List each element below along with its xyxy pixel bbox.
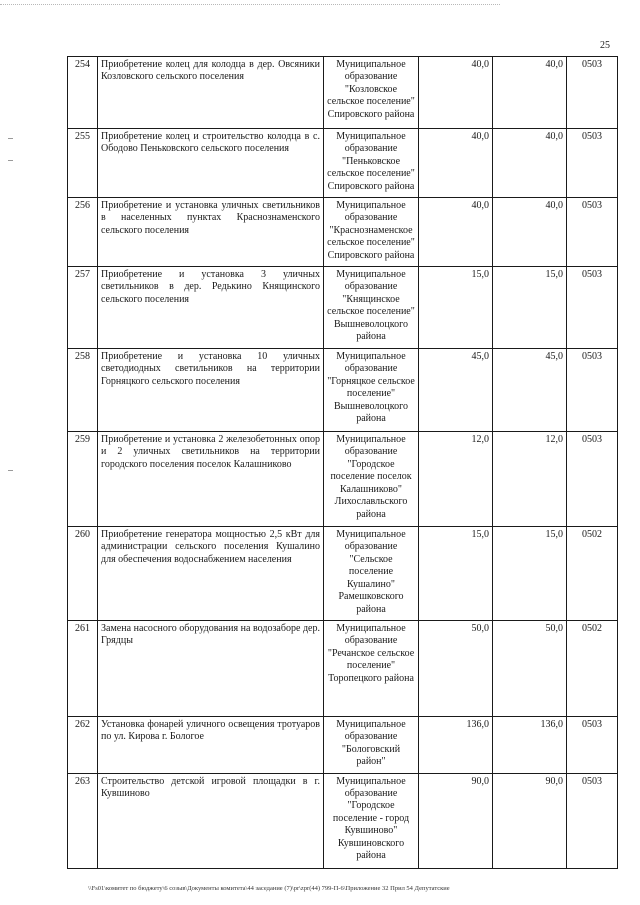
row-amount-2: 40,0 (493, 198, 567, 267)
row-description: Приобретение и установка 10 уличных светодиодных светильников на территории Горняцкого сельского поселения (98, 349, 324, 432)
row-amount-2: 136,0 (493, 716, 567, 773)
row-amount-1: 45,0 (419, 349, 493, 432)
row-description: Приобретение и установка 3 уличных светильников в дер. Редькино Княщинского сельского поселения (98, 267, 324, 349)
row-number: 257 (68, 267, 98, 349)
table-row (68, 267, 618, 349)
row-description: Строительство детской игровой площадки в г. Кувшиново (98, 773, 324, 868)
scan-top-edge (0, 4, 500, 5)
row-amount-1: 15,0 (419, 267, 493, 349)
margin-mark (8, 138, 13, 139)
row-organization: Муниципальное образование "Козловское сельское поселение" Спировского района (324, 57, 419, 129)
table-row (68, 527, 618, 621)
row-code: 0503 (567, 349, 618, 432)
row-amount-1: 136,0 (419, 716, 493, 773)
file-path-footer: \\Fs01\комитет по бюджету\6 созыв\Документы комитета\44 заседание (7)\pr\zpr(44) 799-П-6\Приложение 32 Прил 54 Депутатские (88, 885, 450, 892)
row-code: 0503 (567, 198, 618, 267)
table-row (68, 349, 618, 432)
row-amount-2: 15,0 (493, 267, 567, 349)
budget-table (67, 56, 618, 869)
row-organization: Муниципальное образование "Городское поселение поселок Калашниково" Лихославльского района (324, 432, 419, 527)
table-row (68, 129, 618, 198)
table-row (68, 432, 618, 527)
row-amount-2: 50,0 (493, 620, 567, 716)
row-amount-1: 50,0 (419, 620, 493, 716)
table-row (68, 198, 618, 267)
row-number: 258 (68, 349, 98, 432)
margin-mark (8, 470, 13, 471)
row-code: 0503 (567, 773, 618, 868)
page-number: 25 (600, 40, 610, 51)
row-code: 0503 (567, 432, 618, 527)
row-number: 260 (68, 527, 98, 621)
row-amount-1: 40,0 (419, 198, 493, 267)
row-amount-2: 45,0 (493, 349, 567, 432)
row-code: 0503 (567, 267, 618, 349)
row-organization: Муниципальное образование "Пеньковское сельское поселение" Спировского района (324, 129, 419, 198)
row-code: 0502 (567, 527, 618, 621)
row-description: Замена насосного оборудования на водозаборе дер. Грядцы (98, 620, 324, 716)
margin-mark (8, 160, 13, 161)
row-amount-1: 12,0 (419, 432, 493, 527)
row-number: 254 (68, 57, 98, 129)
row-number: 255 (68, 129, 98, 198)
row-code: 0503 (567, 57, 618, 129)
row-organization: Муниципальное образование "Бологовский район" (324, 716, 419, 773)
row-amount-2: 12,0 (493, 432, 567, 527)
row-amount-1: 90,0 (419, 773, 493, 868)
row-amount-2: 90,0 (493, 773, 567, 868)
row-description: Установка фонарей уличного освещения тротуаров по ул. Кирова г. Бологое (98, 716, 324, 773)
row-number: 261 (68, 620, 98, 716)
table-row (68, 773, 618, 868)
table-row (68, 620, 618, 716)
row-amount-1: 40,0 (419, 129, 493, 198)
row-amount-2: 15,0 (493, 527, 567, 621)
row-organization: Муниципальное образование "Речанское сельское поселение" Торопецкого района (324, 620, 419, 716)
row-organization: Муниципальное образование "Краснознаменское сельское поселение" Спировского района (324, 198, 419, 267)
row-amount-2: 40,0 (493, 129, 567, 198)
row-description: Приобретение колец и строительство колодца в с. Ободово Пеньковского сельского поселения (98, 129, 324, 198)
row-organization: Муниципальное образование "Городское поселение - город Кувшиново" Кувшиновского района (324, 773, 419, 868)
row-number: 259 (68, 432, 98, 527)
row-description: Приобретение генератора мощностью 2,5 кВт для администрации сельского поселения Кушалино для обеспечения водоснабжением населения (98, 527, 324, 621)
row-organization: Муниципальное образование "Княщинское сельское поселение" Вышневолоцкого района (324, 267, 419, 349)
row-number: 262 (68, 716, 98, 773)
table-row (68, 57, 618, 129)
row-organization: Муниципальное образование "Горняцкое сельское поселение" Вышневолоцкого района (324, 349, 419, 432)
row-amount-1: 40,0 (419, 57, 493, 129)
table-row (68, 716, 618, 773)
row-description: Приобретение колец для колодца в дер. Овсяники Козловского сельского поселения (98, 57, 324, 129)
row-amount-1: 15,0 (419, 527, 493, 621)
row-description: Приобретение и установка 2 железобетонных опор и 2 уличных светильников на территории городского поселения поселок Калашниково (98, 432, 324, 527)
row-number: 263 (68, 773, 98, 868)
row-code: 0503 (567, 129, 618, 198)
row-description: Приобретение и установка уличных светильников в населенных пунктах Краснознаменского сельского поселения (98, 198, 324, 267)
row-amount-2: 40,0 (493, 57, 567, 129)
row-code: 0502 (567, 620, 618, 716)
row-organization: Муниципальное образование "Сельское поселение Кушалино" Рамешковского района (324, 527, 419, 621)
row-code: 0503 (567, 716, 618, 773)
row-number: 256 (68, 198, 98, 267)
